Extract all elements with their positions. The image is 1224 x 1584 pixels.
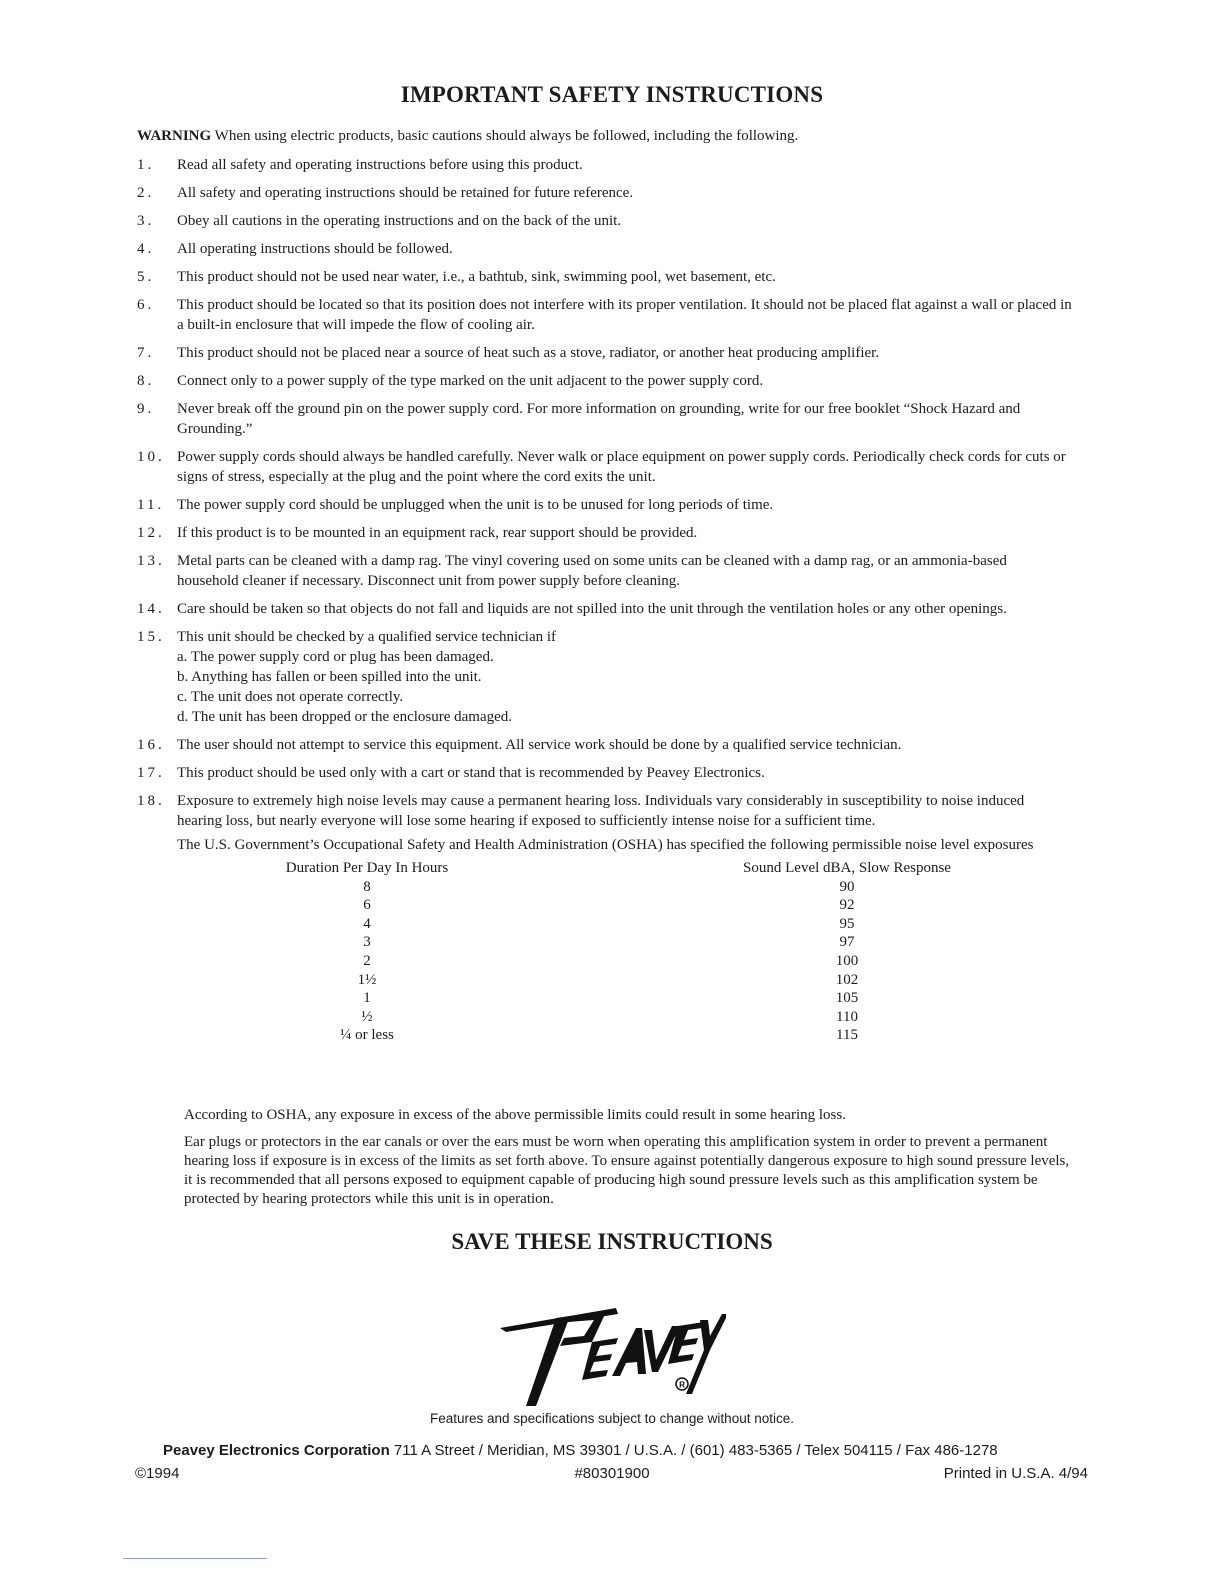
dba-column [697,859,997,1045]
table-cell: 102 [835,971,859,988]
table-cell: 110 [836,1008,858,1025]
warning-label: WARNING [137,128,212,144]
item-number: 17. [137,765,165,781]
item-number: 4. [137,241,155,257]
list-item [137,627,1072,727]
item-number: 2. [137,185,155,201]
list-item [137,183,1072,203]
table-cell: 3 [363,934,371,951]
item-number: 6. [137,297,155,313]
item-number: 13. [137,553,165,569]
list-item [137,267,1072,287]
item-text: This product should be located so that its position does not interfere with its proper ventilation. It should not be placed flat against a wall or placed in a built-in enclosure that will impede the flow of cooling air. [177,297,1072,333]
peavey-logo [496,1290,726,1410]
svg-text:R: R [679,1380,685,1390]
list-item [137,343,1072,363]
item-text: This product should not be placed near a source of heat such as a stove, radiator, or another heat producing amplifier. [177,345,880,361]
item-number: 12. [137,525,165,541]
item-number: 1. [137,157,155,173]
item-text: Connect only to a power supply of the type marked on the unit adjacent to the power supply cord. [177,373,764,389]
list-item [137,791,1072,855]
item-text: Read all safety and operating instructions before using this product. [177,157,583,173]
osha-notes [184,1106,1074,1217]
list-item [137,763,1072,783]
osha-intro: The U.S. Government’s Occupational Safety and Health Administration (OSHA) has specified the following permissible noise level exposures [177,837,1034,853]
item-text: The user should not attempt to service this equipment. All service work should be done by a qualified service technician. [177,737,902,753]
table-cell: 1½ [357,971,377,988]
table-cell: 97 [839,934,855,951]
item-number: 14. [137,601,165,617]
list-item [137,551,1072,591]
list-item [137,523,1072,543]
item-number: 10. [137,449,165,465]
item-number: 8. [137,373,155,389]
specifications-notice: Features and specifications subject to change without notice. [430,1411,794,1426]
item-text: This product should be used only with a cart or stand that is recommended by Peavey Electronics. [177,765,765,781]
column-header: Duration Per Day In Hours [285,860,449,876]
sub-item: d. The unit has been dropped or the enclosure damaged. [177,709,513,725]
table-cell: ¼ or less [340,1027,394,1044]
sub-item: c. The unit does not operate correctly. [177,689,404,705]
item-text: If this product is to be mounted in an equipment rack, rear support should be provided. [177,525,698,541]
footer-rule [123,1558,267,1559]
table-cell: 105 [835,990,859,1007]
item-text: Obey all cautions in the operating instructions and on the back of the unit. [177,213,622,229]
sub-item: b. Anything has fallen or been spilled into the unit. [177,669,482,685]
item-number: 5. [137,269,155,285]
item-text: Power supply cords should always be handled carefully. Never walk or place equipment on power supply cords. Periodically check cords for cuts or signs of stress, especially at the plug and the point where the cord exits the unit. [177,449,1066,485]
table-cell: 115 [836,1027,858,1044]
list-item [137,399,1072,439]
list-item [137,735,1072,755]
hearing-protection-note: Ear plugs or protectors in the ear canals or over the ears must be worn when operating this amplification system in order to prevent a permanent hearing loss if exposure is in excess of the limits as set forth above. To ensure against potentially dangerous exposure to high sound pressure levels, it is recommended that all persons exposed to equipment capable of producing high sound pressure levels such as this amplification system be protected by hearing protectors while this unit is in operation. [184,1134,1070,1207]
item-text: This product should not be used near water, i.e., a bathtub, sink, swimming pool, wet basement, etc. [177,269,776,285]
corporate-address [163,1442,998,1459]
save-instructions-heading: SAVE THESE INSTRUCTIONS [451,1229,773,1254]
item-text: All safety and operating instructions should be retained for future reference. [177,185,634,201]
item-number: 9. [137,401,155,417]
table-cell: 100 [835,952,859,969]
table-cell: 92 [839,897,855,914]
item-number: 7. [137,345,155,361]
list-item [137,295,1072,335]
corporation-name: Peavey Electronics Corporation [163,1442,390,1459]
item-number: 3. [137,213,155,229]
item-text: This unit should be checked by a qualified service technician if [177,629,557,645]
column-header: Sound Level dBA, Slow Response [743,860,951,876]
list-item [137,447,1072,487]
item-text: Exposure to extremely high noise levels may cause a permanent hearing loss. Individuals vary considerably in susceptibility to noise induced hearing loss, but nearly everyone will lose some hearing if exposed to sufficiently intense noise for a sufficient time. [177,793,1025,829]
list-item [137,495,1072,515]
item-text: The power supply cord should be unplugged when the unit is to be unused for long periods of time. [177,497,774,513]
item-text: Never break off the ground pin on the power supply cord. For more information on grounding, write for our free booklet “Shock Hazard and Grounding.” [177,401,1021,437]
instruction-list [137,155,1072,1045]
address-text: 711 A Street / Meridian, MS 39301 / U.S.A. / (601) 483-5365 / Telex 504115 / Fax 486-1278 [393,1442,998,1459]
item-number: 16. [137,737,165,753]
item-text: All operating instructions should be followed. [177,241,453,257]
list-item [137,239,1072,259]
table-cell: 95 [839,915,855,932]
table-cell: 4 [363,915,371,932]
item-text: Metal parts can be cleaned with a damp rag. The vinyl covering used on some units can be cleaned with a damp rag, or an ammonia-based household cleaner if necessary. Disconnect unit from power supply before cleaning. [177,553,1007,589]
list-item [137,155,1072,175]
part-number: #80301900 [574,1465,650,1482]
table-cell: 1 [363,990,371,1007]
table-cell: ½ [361,1008,373,1025]
osha-note: According to OSHA, any exposure in excess of the above permissible limits could result in some hearing loss. [184,1107,846,1123]
list-item [137,371,1072,391]
table-cell: 2 [363,952,371,969]
list-item [137,599,1072,619]
warning-line [137,128,798,145]
item-text: Care should be taken so that objects do not fall and liquids are not spilled into the unit through the ventilation holes or any other openings. [177,601,1007,617]
table-cell: 90 [839,878,855,895]
table-cell: 6 [363,897,371,914]
hours-column [177,859,557,1045]
noise-exposure-table [177,859,997,1045]
warning-text: When using electric products, basic cautions should always be followed, including the following. [214,128,799,144]
sub-list [177,647,1072,727]
copyright: ©1994 [135,1465,180,1482]
sub-item: a. The power supply cord or plug has been damaged. [177,649,494,665]
item-number: 15. [137,629,165,645]
list-item [137,211,1072,231]
item-number: 18. [137,793,165,809]
item-number: 11. [137,497,165,513]
table-cell: 8 [363,878,371,895]
page-title: IMPORTANT SAFETY INSTRUCTIONS [400,82,824,107]
printed-date: Printed in U.S.A. 4/94 [943,1465,1088,1482]
